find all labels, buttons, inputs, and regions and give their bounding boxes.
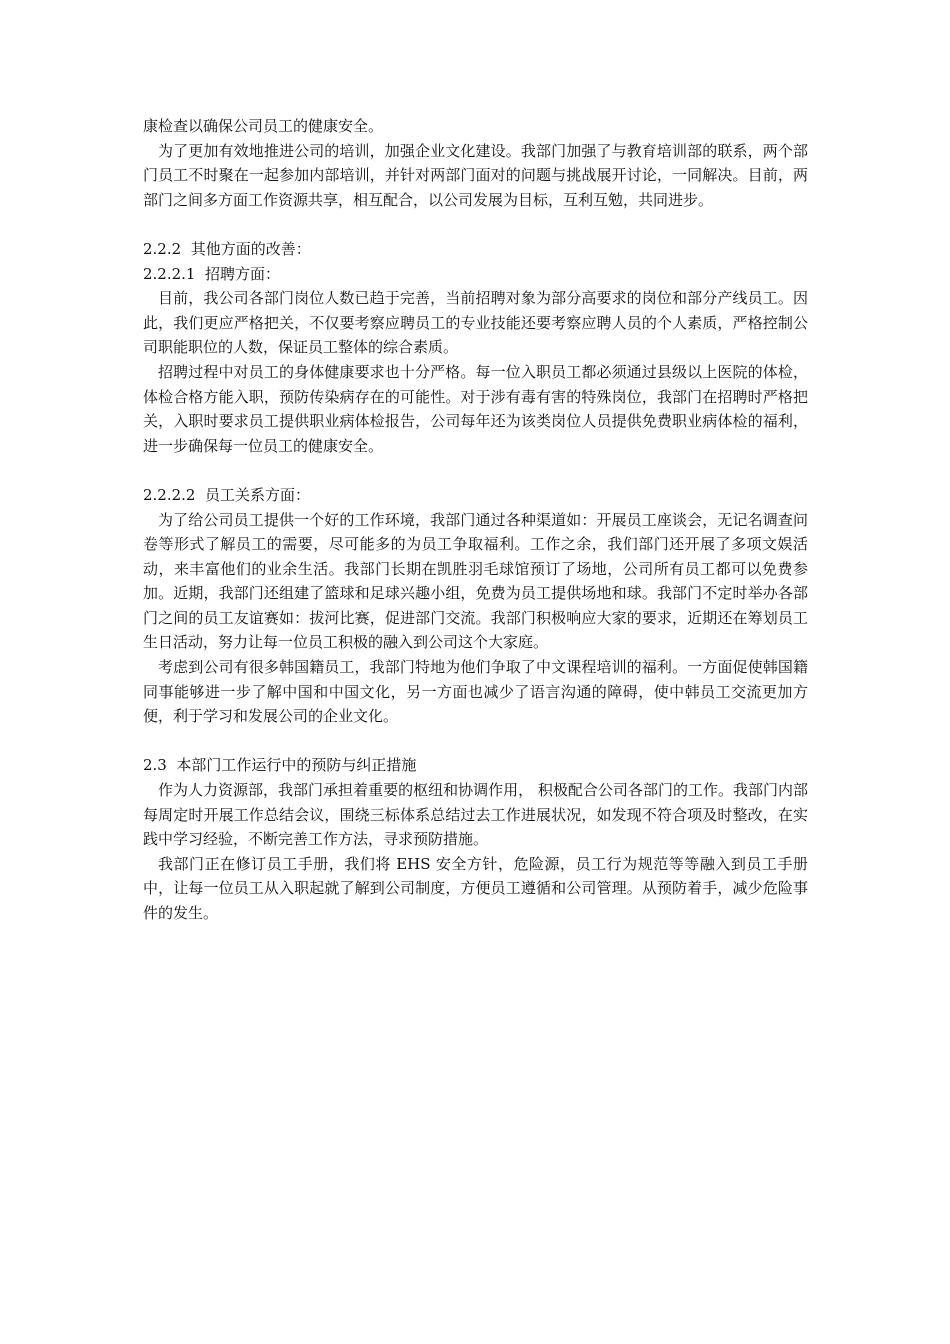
paragraph-recruitment-status: 目前，我公司各部门岗位人数已趋于完善，当前招聘对象为部分高要求的岗位和部分产线员工。因此，我们更应严格把关，不仅要考察应聘员工的专业技能还要考察应聘人员的个人素质，严格控制公司职能职位的人数，保证员工整体的综合素质。	[143, 289, 808, 357]
paragraph-korean-staff-training: 考虑到公司有很多韩国籍员工，我部门特地为他们争取了中文课程培训的福利。一方面促使韩国籍同事能够进一步了解中国和中国文化，另一方面也减少了语言沟通的障碍，使中韩员工交流更加方便，利于学习和发展公司的企业文化。	[143, 658, 808, 726]
heading-2-2-2: 2.2.2 其他方面的改善：	[143, 239, 311, 258]
paragraph-training-cooperation: 为了更加有效地推进公司的培训，加强企业文化建设。我部门加强了与教育培训部的联系，两个部门员工不时聚在一起参加内部培训，并针对两部门面对的问题与挑战展开讨论，一同解决。目前，两部门之间多方面工作资源共享，相互配合，以公司发展为目标，互利互勉，共同进步。	[143, 141, 808, 209]
paragraph-employee-activities: 为了给公司员工提供一个好的工作环境，我部门通过各种渠道如：开展员工座谈会，无记名调查问卷等形式了解员工的需要，尽可能多的为员工争取福利。工作之余，我们部门还开展了多项文娱活动，来丰富他们的业余生活。我部门长期在凯胜羽毛球馆预订了场地，公司所有员工都可以免费参加。近期，我部门还组建了篮球和足球兴趣小组，免费为员工提供场地和球。我部门不定时举办各部门之间的员工友谊赛如：拔河比赛，促进部门交流。我部门积极响应大家的要求，近期还在筹划员工生日活动，努力让每一位员工积极的融入到公司这个大家庭。	[143, 510, 808, 652]
spacer	[143, 212, 808, 237]
paragraph-employee-handbook: 我部门正在修订员工手册，我们将 EHS 安全方针，危险源，员工行为规范等等融入到员工手册中，让每一位员工从入职起就了解到公司制度，方便员工遵循和公司管理。从预防着手，减少危险事件的发生。	[143, 854, 808, 922]
heading-2-2-2-1: 2.2.2.1 招聘方面：	[143, 264, 281, 283]
spacer	[143, 729, 808, 754]
spacer	[143, 458, 808, 483]
paragraph-recruitment-health: 招聘过程中对员工的身体健康要求也十分严格。每一位入职员工都必须通过县级以上医院的体检，体检合格方能入职，预防传染病存在的可能性。对于涉有毒有害的特殊岗位，我部门在招聘时严格把关，入职时要求员工提供职业病体检报告，公司每年还为该类岗位人员提供免费职业病体检的福利，进一步确保每一位员工的健康安全。	[143, 362, 808, 455]
heading-2-3: 2.3 本部门工作运行中的预防与纠正措施	[143, 756, 417, 775]
paragraph-health-check-end: 康检查以确保公司员工的健康安全。	[143, 117, 384, 135]
paragraph-hr-coordination: 作为人力资源部，我部门承担着重要的枢纽和协调作用， 积极配合公司各部门的工作。我部门内部每周定时开展工作总结会议，围绕三标体系总结过去工作进展状况，如发现不符合项及时整改，在实践中学习经验，不断完善工作方法，寻求预防措施。	[143, 781, 808, 849]
document-page	[143, 114, 808, 926]
heading-2-2-2-2: 2.2.2.2 员工关系方面：	[143, 485, 311, 504]
